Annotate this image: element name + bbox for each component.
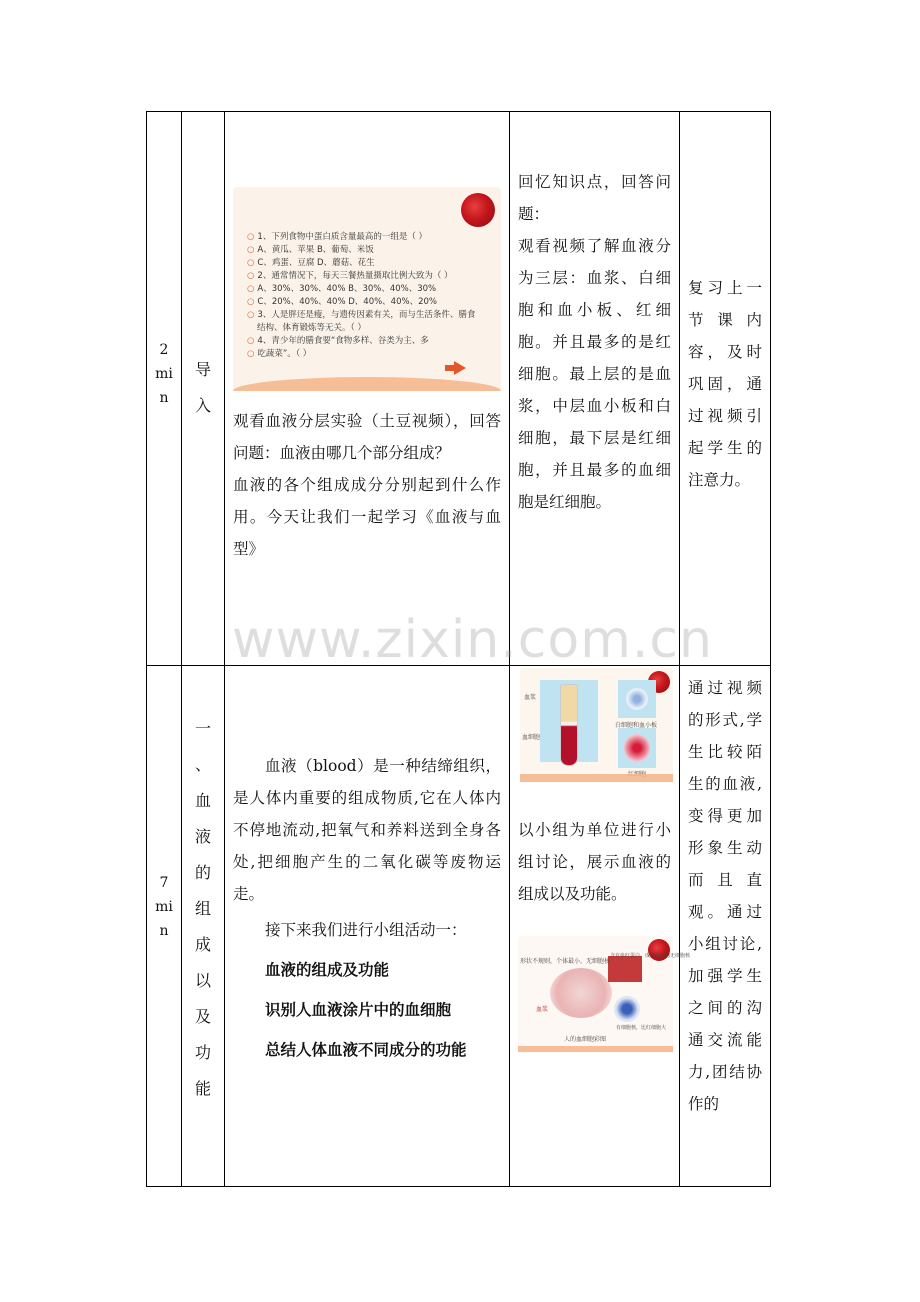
section-cell <box>182 112 225 666</box>
student-activity-cell <box>510 666 691 1187</box>
design-intent-text: 复习上一节课内容，及时巩固，通过视频引起学生的注意力。 <box>688 279 762 489</box>
table-row <box>147 666 771 1187</box>
quiz-questions: ○ 1、下列食物中蛋白质含量最高的一组是（ ） ○ A、黄瓜、苹果 B、葡萄、米饭 ○ C、鸡蛋、豆腐 D、蘑菇、花生 ○ 2、通常情况下，每天三餐热量摄取比例大致为（ ） ○ A、30%、30%、40% B、30%、40%、30% ○ C、20%、40%、40% D、40%、40%、20% ○ 3、人是胖还是瘦，与遗传因素有关，而与生活条件、膳食 结构、体育锻炼等无关。（ ） ○ 4、青少年的膳食要“食物多样、谷类为主、多 ○ 吃蔬菜”。（ ） <box>247 232 476 359</box>
blood-smear-image: 形状不规则，个体最小，无细胞核 含有血红蛋白，成熟红细胞无细胞核 有细胞核，比红细胞大 血浆 人的血细胞彩图 <box>518 936 673 1052</box>
section-cell <box>182 666 225 1187</box>
activity-list <box>265 950 501 1070</box>
teacher-activity-cell <box>225 666 510 1187</box>
student-text: 观看视频了解血液分为三层：血浆、白细胞和血小板、红细胞。并且最多的是红细胞。最上层的是血浆，中层血小板和白细胞，最下层是红细胞，并且最多的血细胞是红细胞。 <box>518 237 671 511</box>
teacher-text: 血液的各个组成成分分别起到什么作用。今天让我们一起学习《血液与血型》 <box>233 476 501 558</box>
design-intent-text: 通过视频的形式,学生比较陌生的血液,变得更加形象生动而且直观。通过小组讨论,加强学生之间的沟通交流能力,团结协作的 <box>688 679 762 1113</box>
blood-cell-icon <box>461 193 495 227</box>
time-cell <box>147 666 182 1187</box>
activity-item: 总结人体血液不同成分的功能 <box>265 1040 467 1059</box>
activity-item: 血液的组成及功能 <box>265 960 390 979</box>
teacher-activity-cell <box>225 112 510 666</box>
test-tube-icon <box>560 684 578 766</box>
quiz-slide-image <box>233 187 501 391</box>
time-text: mi <box>155 366 173 382</box>
time-text: mi <box>155 899 173 915</box>
time-text: n <box>159 923 169 939</box>
teacher-text: 接下来我们进行小组活动一： <box>265 921 467 939</box>
design-intent-cell <box>680 666 771 1187</box>
next-arrow-icon <box>454 361 466 375</box>
design-intent-cell <box>680 112 771 666</box>
time-text: 2 <box>159 342 169 358</box>
watermark: www.zixin.com.cn <box>232 610 713 670</box>
time-text: n <box>159 390 169 406</box>
time-cell <box>147 112 182 666</box>
activity-item: 识别人血液涂片中的血细胞 <box>265 1000 452 1019</box>
student-text: 以小组为单位进行小组讨论，展示血液的组成以及功能。 <box>518 821 671 903</box>
blood-tube-image: 血浆 血细胞 白细胞和血小板 <box>520 668 673 782</box>
student-text: 回忆知识点，回答问题： <box>518 173 671 223</box>
time-text: 7 <box>159 875 169 891</box>
table-row <box>147 112 771 666</box>
section-char: 导 <box>194 360 211 379</box>
section-title: 一 、 血 液 的 组 成 以 及 功 能 <box>194 719 211 1098</box>
student-activity-cell <box>510 112 680 666</box>
teacher-text: 血液（blood）是一种结缔组织，是人体内重要的组成物质,它在人体内不停地流动,把氧气和养料送到全身各处,把细胞产生的二氧化碳等废物运走。 <box>233 757 501 903</box>
teacher-text: 观看血液分层实验（土豆视频），回答问题：血液由哪几个部分组成？ <box>233 412 501 462</box>
section-char: 入 <box>194 396 211 415</box>
